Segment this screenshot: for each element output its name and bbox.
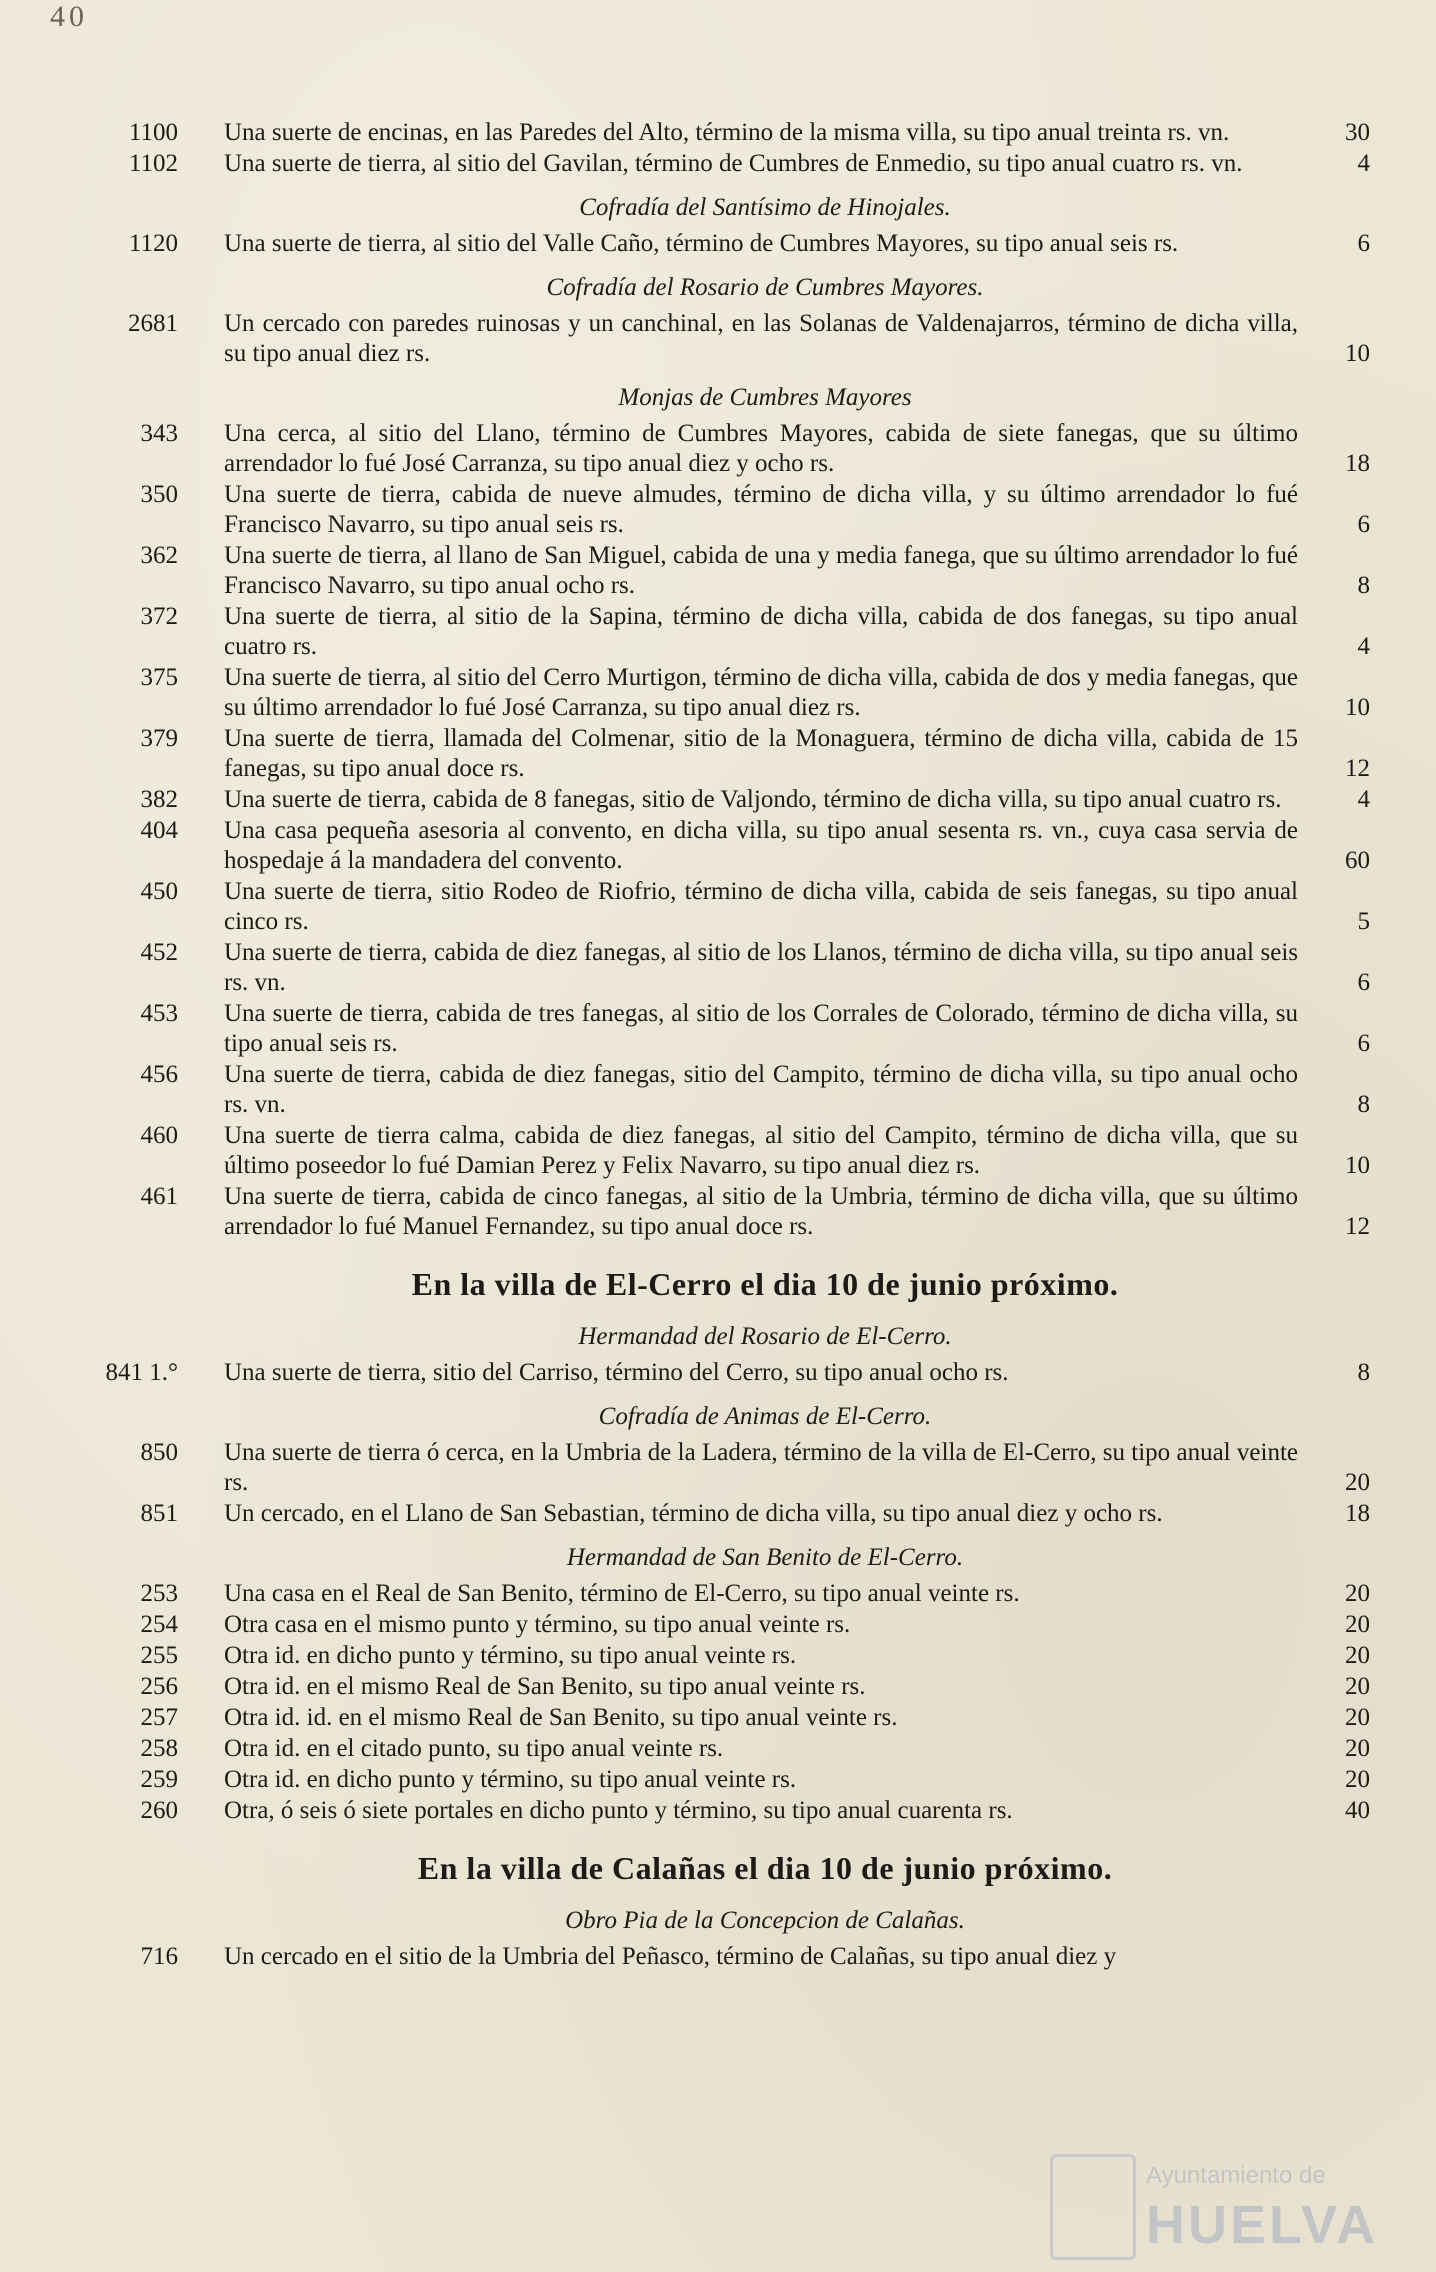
list-item bbox=[100, 149, 1370, 179]
list-item bbox=[100, 309, 1370, 369]
entry-number: 254 bbox=[140, 1611, 178, 1638]
entry-number: 382 bbox=[140, 786, 178, 813]
entry-price: 10 bbox=[1345, 694, 1370, 721]
watermark-top-text: Ayuntamiento de bbox=[1146, 2162, 1326, 2189]
entry-text: Una suerte de tierra, cabida de 8 fanegas, sitio de Valjondo, término de dicha villa, su tipo anual cuatro rs. bbox=[224, 786, 1282, 813]
entry-price: 20 bbox=[1345, 1580, 1370, 1607]
list-item bbox=[100, 1703, 1370, 1733]
entry-text: Otra id. en dicho punto y término, su tipo anual veinte rs. bbox=[224, 1766, 797, 1793]
entry-number: 1100 bbox=[128, 119, 178, 146]
entry-text: Una casa en el Real de San Benito, término de El-Cerro, su tipo anual veinte rs. bbox=[224, 1580, 1020, 1607]
entry-price: 18 bbox=[1345, 450, 1370, 477]
group-b bbox=[100, 229, 1370, 259]
page-folio: 40 bbox=[50, 0, 88, 33]
entry-price: 40 bbox=[1345, 1797, 1370, 1824]
list-item bbox=[100, 1641, 1370, 1671]
entry-text: Otra id. id. en el mismo Real de San Benito, su tipo anual veinte rs. bbox=[224, 1704, 898, 1731]
entry-text: Un cercado con paredes ruinosas y un canchinal, en las Solanas de Valdenajarros, término de dicha villa, su tipo anual diez rs. bbox=[224, 310, 1298, 367]
group-h bbox=[100, 1942, 1370, 1972]
entry-text: Una cerca, al sitio del Llano, término de Cumbres Mayores, cabida de siete fanegas, que su último arrendador lo fué José Carranza, su tipo anual diez y ocho rs. bbox=[224, 420, 1298, 477]
entry-text: Una suerte de tierra, cabida de nueve almudes, término de dicha villa, y su último arrendador lo fué Francisco Navarro, su tipo anual seis rs. bbox=[224, 481, 1298, 538]
list-item bbox=[100, 118, 1370, 148]
heading-obra-pia: Obro Pia de la Concepcion de Calañas. bbox=[565, 1907, 965, 1934]
entry-number: 452 bbox=[140, 939, 178, 966]
entry-price: 20 bbox=[1345, 1469, 1370, 1496]
group-a bbox=[100, 118, 1370, 179]
entry-price: 20 bbox=[1345, 1673, 1370, 1700]
entry-number: 375 bbox=[140, 664, 178, 691]
watermark-logo-icon bbox=[1050, 2154, 1136, 2260]
entry-price: 20 bbox=[1345, 1611, 1370, 1638]
entry-text: Otra id. en dicho punto y término, su tipo anual veinte rs. bbox=[224, 1642, 797, 1669]
heading-cofradia-rosario: Cofradía del Rosario de Cumbres Mayores. bbox=[546, 274, 984, 301]
entry-price: 18 bbox=[1345, 1500, 1370, 1527]
entry-price: 4 bbox=[1357, 786, 1370, 813]
entry-price: 12 bbox=[1345, 755, 1370, 782]
entry-price: 20 bbox=[1345, 1642, 1370, 1669]
entry-text: Una suerte de tierra, al sitio del Valle Caño, término de Cumbres Mayores, su tipo anual seis rs. bbox=[224, 230, 1179, 257]
entry-number: 372 bbox=[140, 603, 178, 630]
list-item bbox=[100, 663, 1370, 723]
entry-number: 258 bbox=[140, 1735, 178, 1762]
list-item bbox=[100, 1734, 1370, 1764]
list-item bbox=[100, 602, 1370, 662]
list-item bbox=[100, 816, 1370, 876]
entry-price: 8 bbox=[1357, 1091, 1370, 1118]
entry-number: 450 bbox=[140, 878, 178, 905]
entry-price: 4 bbox=[1357, 150, 1370, 177]
heading-hermandad-san-benito: Hermandad de San Benito de El-Cerro. bbox=[566, 1544, 964, 1571]
entry-number: 404 bbox=[140, 817, 178, 844]
entry-text: Una suerte de tierra, al sitio de la Sapina, término de dicha villa, cabida de dos fanegas, su tipo anual cuatro rs. bbox=[224, 603, 1298, 660]
entry-number: 851 bbox=[140, 1500, 178, 1527]
entry-price: 10 bbox=[1345, 340, 1370, 367]
entry-number: 461 bbox=[140, 1183, 178, 1210]
list-item bbox=[100, 1942, 1370, 1972]
entry-text: Otra casa en el mismo punto y término, su tipo anual veinte rs. bbox=[224, 1611, 851, 1638]
entry-text: Una suerte de tierra, cabida de diez fanegas, sitio del Campito, término de dicha villa, su tipo anual ocho rs. vn. bbox=[224, 1061, 1298, 1118]
entry-number: 850 bbox=[140, 1439, 178, 1466]
list-item bbox=[100, 938, 1370, 998]
entry-number: 716 bbox=[140, 1943, 178, 1970]
entry-text: Otra id. en el mismo Real de San Benito, su tipo anual veinte rs. bbox=[224, 1673, 866, 1700]
entry-text: Un cercado en el sitio de la Umbria del Peñasco, término de Calañas, su tipo anual diez y bbox=[224, 1943, 1117, 1970]
entry-price: 5 bbox=[1357, 908, 1370, 935]
entry-text: Otra, ó seis ó siete portales en dicho punto y término, su tipo anual cuarenta rs. bbox=[224, 1797, 1013, 1824]
entry-text: Una suerte de tierra, sitio del Carriso, término del Cerro, su tipo anual ocho rs. bbox=[224, 1359, 1009, 1386]
heading-cofradia-animas: Cofradía de Animas de El-Cerro. bbox=[598, 1403, 932, 1430]
entry-text: Una suerte de tierra calma, cabida de diez fanegas, al sitio del Campito, término de dicha villa, que su último poseedor lo fué Damian Perez y Felix Navarro, su tipo anual diez rs. bbox=[224, 1122, 1298, 1179]
entry-price: 6 bbox=[1357, 511, 1370, 538]
list-item bbox=[100, 419, 1370, 479]
list-item bbox=[100, 1121, 1370, 1181]
entry-text: Una suerte de tierra, cabida de diez fanegas, al sitio de los Llanos, término de dicha villa, su tipo anual seis rs. vn. bbox=[224, 939, 1298, 996]
entry-number: 343 bbox=[140, 420, 178, 447]
entry-price: 6 bbox=[1357, 969, 1370, 996]
group-f bbox=[100, 1438, 1370, 1529]
entry-text: Una suerte de tierra, al llano de San Miguel, cabida de una y media fanega, que su último arrendador lo fué Francisco Navarro, su tipo anual ocho rs. bbox=[224, 542, 1298, 599]
group-g bbox=[100, 1579, 1370, 1826]
heading-monjas: Monjas de Cumbres Mayores bbox=[618, 384, 912, 411]
group-d bbox=[100, 419, 1370, 1242]
entry-number: 460 bbox=[140, 1122, 178, 1149]
entry-price: 20 bbox=[1345, 1704, 1370, 1731]
list-item bbox=[100, 1796, 1370, 1826]
entry-text: Un cercado, en el Llano de San Sebastian, término de dicha villa, su tipo anual diez y ocho rs. bbox=[224, 1500, 1163, 1527]
entry-text: Una suerte de encinas, en las Paredes del Alto, término de la misma villa, su tipo anual treinta rs. vn. bbox=[224, 119, 1230, 146]
section-calanas: En la villa de Calañas el dia 10 de junio próximo. bbox=[417, 1850, 1113, 1886]
list-item bbox=[100, 1499, 1370, 1529]
entry-price: 20 bbox=[1345, 1766, 1370, 1793]
list-item bbox=[100, 1438, 1370, 1498]
entry-price: 8 bbox=[1357, 572, 1370, 599]
entry-number: 257 bbox=[140, 1704, 178, 1731]
list-item bbox=[100, 1060, 1370, 1120]
entry-text: Una suerte de tierra, cabida de tres fanegas, al sitio de los Corrales de Colorado, término de dicha villa, su tipo anual seis rs. bbox=[224, 1000, 1298, 1057]
list-item bbox=[100, 229, 1370, 259]
entry-text: Otra id. en el citado punto, su tipo anual veinte rs. bbox=[224, 1735, 724, 1762]
entry-number: 255 bbox=[140, 1642, 178, 1669]
list-item bbox=[100, 999, 1370, 1059]
list-item bbox=[100, 541, 1370, 601]
entry-number: 362 bbox=[140, 542, 178, 569]
entry-number: 253 bbox=[140, 1580, 178, 1607]
list-item bbox=[100, 1182, 1370, 1242]
entry-number: 2681 bbox=[128, 310, 178, 337]
entry-text: Una suerte de tierra, al sitio del Gavilan, término de Cumbres de Enmedio, su tipo anual cuatro rs. vn. bbox=[224, 150, 1243, 177]
heading-hermandad-rosario: Hermandad del Rosario de El-Cerro. bbox=[578, 1323, 952, 1350]
entry-text: Una suerte de tierra, al sitio del Cerro Murtigon, término de dicha villa, cabida de dos y media fanegas, que su último arrendador lo fué José Carranza, su tipo anual diez rs. bbox=[224, 664, 1298, 721]
entry-number: 379 bbox=[140, 725, 178, 752]
group-e bbox=[100, 1358, 1370, 1388]
list-item bbox=[100, 1358, 1370, 1388]
entry-number: 453 bbox=[140, 1000, 178, 1027]
entry-number: 456 bbox=[140, 1061, 178, 1088]
entry-text: Una casa pequeña asesoria al convento, en dicha villa, su tipo anual sesenta rs. vn., cuya casa servia de hospedaje á la mandadera del convento. bbox=[224, 817, 1298, 874]
entry-price: 6 bbox=[1357, 230, 1370, 257]
entry-price: 30 bbox=[1345, 119, 1370, 146]
list-item bbox=[100, 1672, 1370, 1702]
entry-number: 260 bbox=[140, 1797, 178, 1824]
archive-watermark bbox=[1050, 2150, 1410, 2260]
entry-text: Una suerte de tierra, cabida de cinco fanegas, al sitio de la Umbria, término de dicha villa, que su último arrendador lo fué Manuel Fernandez, su tipo anual doce rs. bbox=[224, 1183, 1298, 1240]
heading-cofradia-santisimo: Cofradía del Santísimo de Hinojales. bbox=[579, 194, 951, 221]
entry-number: 259 bbox=[140, 1766, 178, 1793]
document-content bbox=[100, 118, 1370, 1973]
entry-text: Una suerte de tierra, sitio Rodeo de Riofrio, término de dicha villa, cabida de seis fanegas, su tipo anual cinco rs. bbox=[224, 878, 1298, 935]
entry-number: 256 bbox=[140, 1673, 178, 1700]
section-el-cerro: En la villa de El-Cerro el dia 10 de junio próximo. bbox=[411, 1266, 1119, 1302]
list-item bbox=[100, 480, 1370, 540]
entry-number: 350 bbox=[140, 481, 178, 508]
list-item bbox=[100, 1579, 1370, 1609]
entry-text: Una suerte de tierra ó cerca, en la Umbria de la Ladera, término de la villa de El-Cerro, su tipo anual veinte rs. bbox=[224, 1439, 1298, 1496]
entry-number: 1102 bbox=[128, 150, 178, 177]
list-item bbox=[100, 724, 1370, 784]
entry-price: 6 bbox=[1357, 1030, 1370, 1057]
list-item bbox=[100, 1765, 1370, 1795]
entry-price: 12 bbox=[1345, 1213, 1370, 1240]
entry-price: 4 bbox=[1357, 633, 1370, 660]
entry-price: 20 bbox=[1345, 1735, 1370, 1762]
entry-number: 1120 bbox=[128, 230, 178, 257]
entry-price: 10 bbox=[1345, 1152, 1370, 1179]
entry-price: 60 bbox=[1345, 847, 1370, 874]
list-item bbox=[100, 877, 1370, 937]
entry-number: 841 1.° bbox=[105, 1359, 178, 1386]
watermark-main-text: HUELVA bbox=[1146, 2195, 1378, 2255]
list-item bbox=[100, 1610, 1370, 1640]
list-item bbox=[100, 785, 1370, 815]
group-c bbox=[100, 309, 1370, 369]
entry-price: 8 bbox=[1357, 1359, 1370, 1386]
entry-text: Una suerte de tierra, llamada del Colmenar, sitio de la Monaguera, término de dicha villa, cabida de 15 fanegas, su tipo anual doce rs. bbox=[224, 725, 1298, 782]
